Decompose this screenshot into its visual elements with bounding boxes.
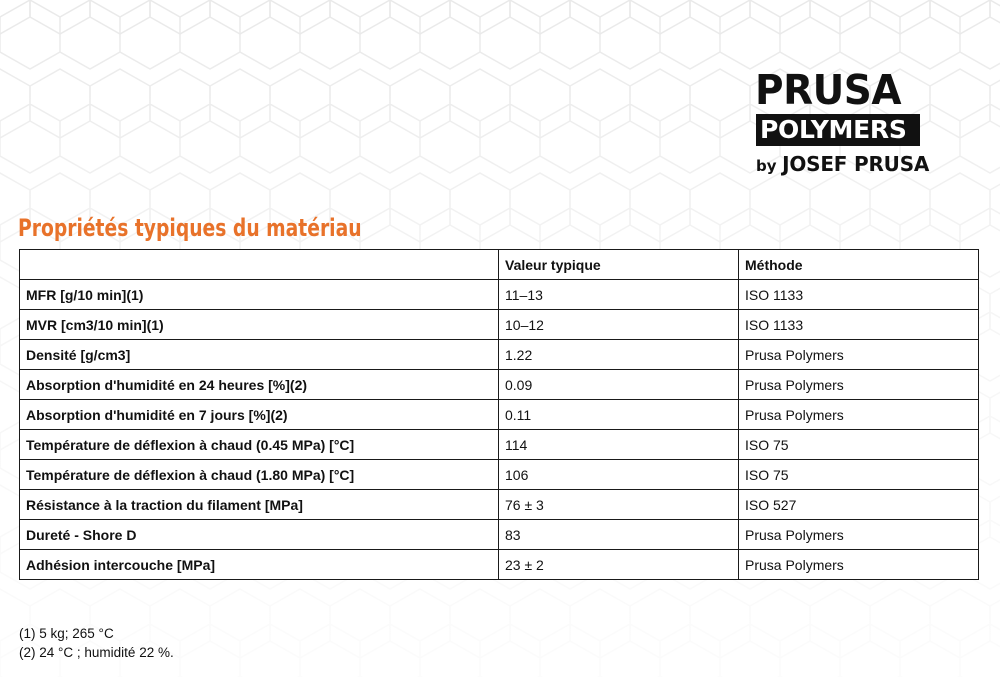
cell-value: 1.22	[499, 340, 739, 370]
cell-property: MVR [cm3/10 min](1)	[20, 310, 499, 340]
cell-value: 106	[499, 460, 739, 490]
logo-josef-prusa-text: JOSEF PRUSA	[782, 152, 930, 176]
cell-method: ISO 75	[739, 430, 979, 460]
cell-property: Température de déflexion à chaud (1.80 MPa) [°C]	[20, 460, 499, 490]
material-properties-table	[19, 249, 979, 580]
header-method: Méthode	[739, 250, 979, 280]
cell-method: ISO 527	[739, 490, 979, 520]
footnote-1: (1) 5 kg; 265 °C	[19, 626, 114, 641]
cell-value: 11–13	[499, 280, 739, 310]
logo-polymers-text: POLYMERS	[756, 114, 920, 146]
logo-prusa-text: PRUSA	[755, 66, 902, 114]
cell-property: Absorption d'humidité en 24 heures [%](2)	[20, 370, 499, 400]
cell-method: ISO 1133	[739, 280, 979, 310]
table-row	[20, 400, 979, 430]
cell-property: Résistance à la traction du filament [MPa]	[20, 490, 499, 520]
cell-property: Température de déflexion à chaud (0.45 MPa) [°C]	[20, 430, 499, 460]
header-property	[20, 250, 499, 280]
cell-method: Prusa Polymers	[739, 370, 979, 400]
cell-value: 114	[499, 430, 739, 460]
footnote-2: (2) 24 °C ; humidité 22 %.	[19, 645, 174, 660]
cell-method: Prusa Polymers	[739, 340, 979, 370]
table-row	[20, 520, 979, 550]
cell-value: 10–12	[499, 310, 739, 340]
cell-method: Prusa Polymers	[739, 400, 979, 430]
table-row	[20, 460, 979, 490]
cell-property: Densité [g/cm3]	[20, 340, 499, 370]
cell-value: 76 ± 3	[499, 490, 739, 520]
table-row	[20, 370, 979, 400]
table-row	[20, 490, 979, 520]
cell-property: Adhésion intercouche [MPa]	[20, 550, 499, 580]
cell-property: Dureté - Shore D	[20, 520, 499, 550]
cell-value: 0.09	[499, 370, 739, 400]
table-row	[20, 280, 979, 310]
logo-by-text: by	[756, 157, 777, 175]
cell-value: 0.11	[499, 400, 739, 430]
table-body	[20, 250, 979, 580]
section-title: Propriétés typiques du matériau	[18, 214, 362, 242]
table-row	[20, 550, 979, 580]
prusa-polymers-logo	[756, 68, 928, 177]
table-row	[20, 340, 979, 370]
cell-property: Absorption d'humidité en 7 jours [%](2)	[20, 400, 499, 430]
cell-method: Prusa Polymers	[739, 550, 979, 580]
table-row	[20, 310, 979, 340]
cell-property: MFR [g/10 min](1)	[20, 280, 499, 310]
footnotes	[19, 624, 174, 662]
logo-byline	[756, 153, 928, 177]
table-row	[20, 430, 979, 460]
cell-value: 23 ± 2	[499, 550, 739, 580]
cell-method: ISO 75	[739, 460, 979, 490]
table-header-row	[20, 250, 979, 280]
cell-value: 83	[499, 520, 739, 550]
cell-method: ISO 1133	[739, 310, 979, 340]
cell-method: Prusa Polymers	[739, 520, 979, 550]
header-value: Valeur typique	[499, 250, 739, 280]
